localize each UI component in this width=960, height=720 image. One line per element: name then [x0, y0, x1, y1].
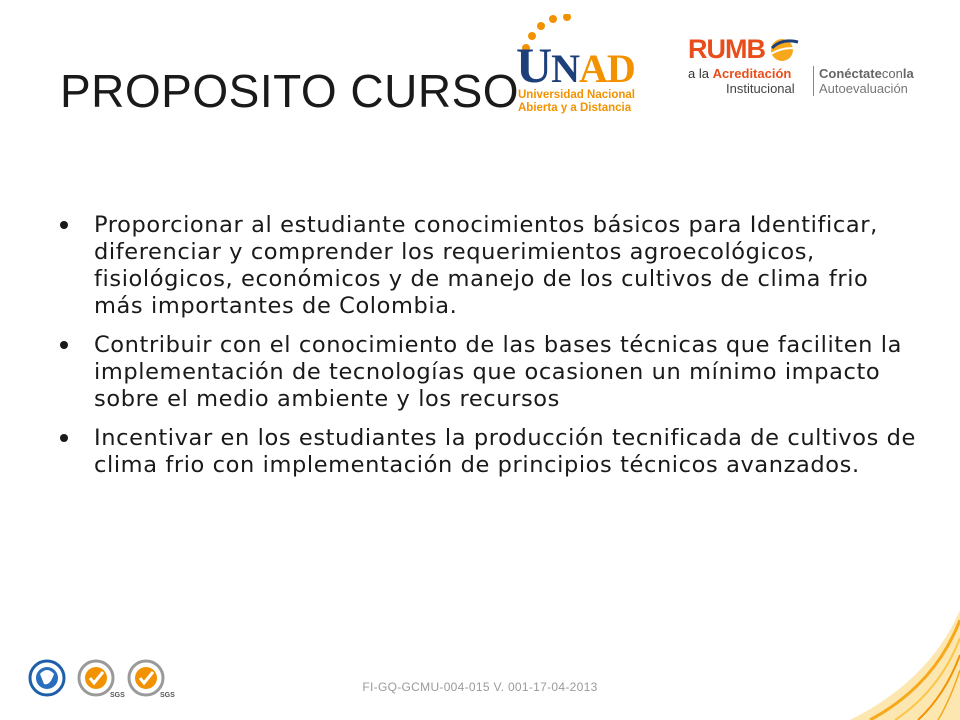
unad-subtitle	[518, 89, 658, 115]
rumbo-logo	[688, 36, 938, 106]
unad-letter-d: D	[606, 46, 635, 91]
bullet-dot-icon	[60, 434, 68, 442]
bullet-text: Incentivar en los estudiantes la producción tecnificada de cultivos de clima frio con implementación de principios técnicos avanzados.	[94, 425, 916, 478]
rumbo-wordmark	[688, 36, 765, 63]
rumbo-word-text: RUMB	[688, 34, 765, 64]
unad-letter-n: N	[551, 46, 579, 91]
bullet-list	[60, 212, 920, 491]
rumbo-right-line1	[819, 66, 914, 81]
sgs-label: SGS	[110, 692, 125, 699]
list-item	[60, 212, 920, 320]
rumbo-line2: Institucional	[726, 81, 795, 96]
corner-swoosh-icon	[810, 610, 960, 720]
bullet-dot-icon	[60, 341, 68, 349]
unad-letter-u: U	[516, 37, 552, 93]
page-title: PROPOSITO CURSO	[60, 65, 520, 117]
rumbo-right-b: con	[881, 66, 903, 81]
list-item	[60, 425, 920, 479]
unad-logo	[512, 14, 652, 119]
rumbo-right-a: Conéctate	[819, 66, 882, 81]
unad-subtitle-line2: Abierta y a Distancia	[518, 102, 632, 114]
unad-letter-a: A	[579, 46, 607, 91]
rumbo-divider	[813, 66, 814, 96]
unad-subtitle-line1: Universidad Nacional	[518, 89, 635, 101]
bullet-text: Contribuir con el conocimiento de las bases técnicas que faciliten la implementación de tecnologías que ocasionen un mínimo impacto sobre el medio ambiente y los recursos	[94, 332, 903, 412]
rumbo-right-c: la	[902, 66, 914, 81]
rumbo-right-line2: Autoevaluación	[819, 81, 908, 96]
unad-wordmark	[516, 37, 646, 93]
bullet-dot-icon	[60, 221, 68, 229]
bullet-text: Proporcionar al estudiante conocimientos básicos para Identificar, diferenciar y comprender los requerimientos agroecológicos, fisiológicos, económicos y de manejo de los cultivos de clima frio más importantes de Colombia.	[94, 212, 878, 319]
rumbo-line1-bold: Acreditación	[712, 66, 792, 81]
sgs-label: SGS	[160, 692, 175, 699]
footer-code: FI-GQ-GCMU-004-015 V. 001-17-04-2013	[362, 680, 598, 694]
list-item	[60, 332, 920, 413]
rumbo-line1-prefix: a la	[688, 66, 709, 81]
rumbo-line1	[688, 66, 791, 81]
rumbo-o-swirl-icon	[768, 36, 802, 66]
